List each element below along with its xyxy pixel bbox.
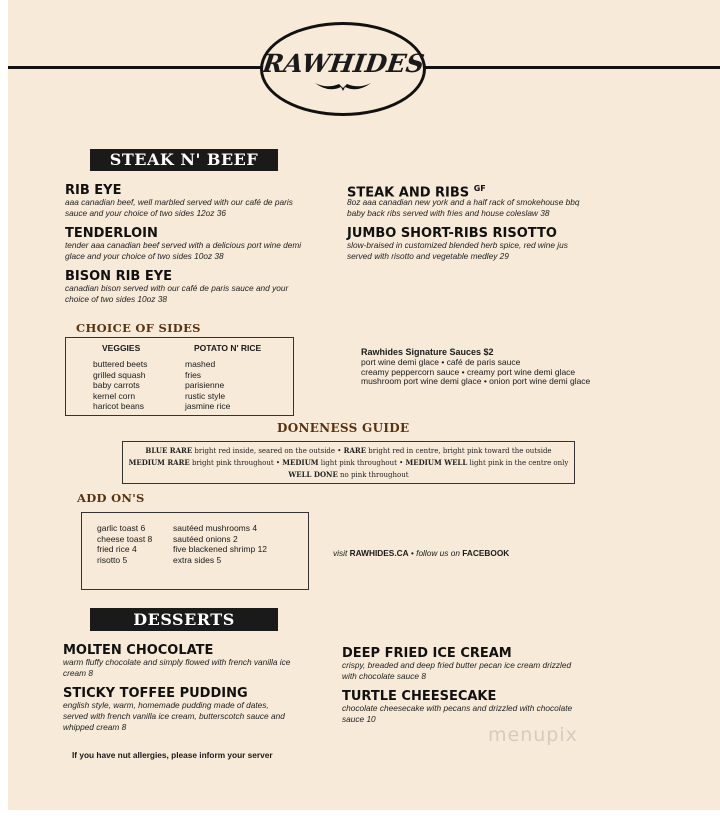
list-item: sautéed mushrooms 4 [173,523,258,533]
visit-prefix: visit [333,548,350,558]
addons-box [81,512,309,590]
list-item: kernel corn [93,390,136,401]
list-item: mashed [185,359,216,369]
doneness-line-3 [123,469,574,481]
list-item: jasmine rice [185,401,231,411]
tenderloin-desc: tender aaa canadian beef served with a delicious port wine demi glace and your choice of two sides 10oz 38 [65,240,302,261]
list-item: risotto 5 [97,554,128,565]
doneness-box [122,441,575,484]
potato-heading: POTATO N' RICE [194,343,262,353]
list-item: rustic style [185,390,226,401]
addons-col2 [173,523,267,565]
doneness-line-1 [123,445,574,457]
tenderloin-title: TENDERLOIN [65,226,158,241]
list-item: haricot beans [93,401,145,411]
addons-col1 [97,523,152,565]
well-done-desc: no pink throughout [337,471,409,479]
menu-page [8,0,720,810]
veggies-heading: VEGGIES [102,343,141,353]
sides-box [65,337,294,416]
facebook-link[interactable]: FACEBOOK [462,548,510,558]
list-item: five blackened shrimp 12 [173,544,268,554]
steak-and-ribs-name: STEAK AND RIBS [347,185,470,201]
turtle-cheesecake-title: TURTLE CHEESECAKE [342,689,497,704]
gf-tag: GF [473,184,486,193]
well-done-label: WELL DONE [288,470,338,479]
bison-rib-eye-title: BISON RIB EYE [65,269,173,284]
short-ribs-title: JUMBO SHORT-RIBS RISOTTO [347,226,557,241]
horns-icon [313,79,373,95]
potato-list [185,359,230,412]
sauces-title: Rawhides Signature Sauces $2 [361,347,494,357]
visit-line [333,548,509,558]
sticky-toffee-title: STICKY TOFFEE PUDDING [63,686,248,701]
list-item: parisienne [185,380,225,390]
rib-eye-desc: aaa canadian beef, well marbled served with our café de paris sauce and your choice of two sides 12oz 36 [65,197,293,218]
list-item: buttered beets [93,359,148,369]
bison-rib-eye-desc: canadian bison served with our café de paris sauce and your choice of two sides 10oz 38 [65,283,289,304]
website-link[interactable]: RAWHIDES.CA [349,548,409,558]
medium-desc: light pink throughout • [318,459,406,467]
doneness-text [123,445,574,481]
allergy-notice: If you have nut allergies, please inform your server [72,750,273,760]
list-item: grilled squash [93,369,146,380]
medium-rare-desc: bright pink throughout • [189,459,283,467]
list-item: baby carrots [93,380,140,390]
list-item: cheese toast 8 [97,533,153,544]
list-item: fried rice 4 [97,544,137,554]
list-item: fries [185,369,202,380]
rawhides-logo [260,22,426,116]
deep-fried-ice-cream-title: DEEP FRIED ICE CREAM [342,646,512,661]
medium-well-label: MEDIUM WELL [405,458,468,467]
list-item: mushroom port wine demi glace • onion port wine demi glace [361,376,591,386]
list-item: extra sides 5 [173,554,222,565]
sticky-toffee-desc: english style, warm, homemade pudding made of dates, served with french vanilla ice cream, butterscotch sauce and whipped cream 8 [63,700,285,732]
molten-chocolate-desc: warm fluffy chocolate and simply flowed with french vanilla ice cream 8 [63,657,291,678]
rare-label: RARE [343,446,367,455]
blue-rare-label: BLUE RARE [145,446,193,455]
list-item: creamy peppercorn sauce • creamy port wine demi glace [361,366,576,377]
veggies-list [93,359,147,412]
steak-section-heading: STEAK N' BEEF [90,149,278,171]
list-item: sautéed onions 2 [173,533,238,544]
list-item: garlic toast 6 [97,523,146,533]
molten-chocolate-title: MOLTEN CHOCOLATE [63,643,214,658]
visit-middle: • follow us on [408,548,463,558]
rare-desc: bright red in centre, bright pink toward the outside [366,447,552,455]
doneness-line-2 [123,457,574,469]
menupix-watermark: menupix [488,724,578,746]
medium-label: MEDIUM [282,458,319,467]
list-item: port wine demi glace • café de paris sauce [361,357,521,367]
rib-eye-title: RIB EYE [65,183,122,198]
desserts-section-heading: DESSERTS [90,608,278,631]
deep-fried-ice-cream-desc: crispy, breaded and deep fried butter pecan ice cream drizzled with chocolate sauce 8 [342,660,572,681]
steak-and-ribs-desc: 8oz aaa canadian new york and a half rack of smokehouse bbq baby back ribs served with fries and house coleslaw 38 [347,197,580,218]
turtle-cheesecake-desc: chocolate cheesecake with pecans and drizzled with chocolate sauce 10 [342,703,573,724]
doneness-heading: DONENESS GUIDE [277,421,410,435]
blue-rare-desc: bright red inside, seared on the outside • [192,447,344,455]
sides-heading: CHOICE OF SIDES [76,321,201,335]
short-ribs-desc: slow-braised in customized blended herb spice, red wine jus served with risotto and vegetable medley 29 [347,240,568,261]
addons-heading: ADD ON'S [77,491,145,505]
medium-well-desc: light pink in the centre only [467,459,569,467]
logo-text: RAWHIDES [260,49,427,78]
sauces-list [361,358,611,387]
medium-rare-label: MEDIUM RARE [128,458,190,467]
